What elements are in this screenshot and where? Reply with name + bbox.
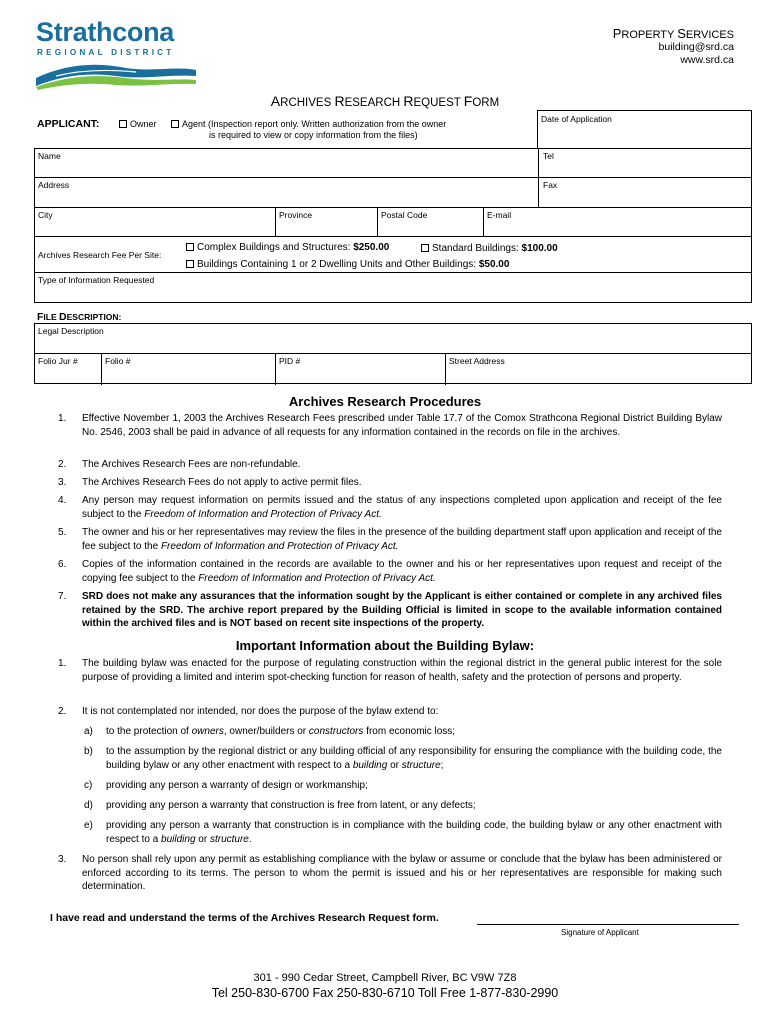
agent-note: is required to view or copy information from the files) — [209, 130, 418, 140]
fee-complex-checkbox[interactable] — [186, 243, 194, 251]
owner-label: Owner — [130, 119, 157, 129]
form-title: ARCHIVES RESEARCH REQUEST FORM — [270, 93, 500, 109]
applicant-label: APPLICANT: — [37, 118, 100, 130]
address-label: Address — [38, 180, 70, 190]
postal-code-field[interactable] — [378, 208, 430, 222]
folio-jur-field[interactable] — [35, 354, 81, 368]
info-type-label: Type of Information Requested — [38, 275, 155, 285]
address-field[interactable] — [35, 178, 72, 192]
pid-field[interactable] — [276, 354, 303, 368]
pid-label: PID # — [279, 356, 301, 366]
province-field[interactable] — [276, 208, 315, 222]
department-website: www.srd.ca — [680, 54, 734, 66]
file-description-heading: FILE DESCRIPTION: — [37, 311, 122, 323]
street-address-label: Street Address — [449, 356, 505, 366]
applicant-row — [37, 116, 537, 148]
agent-option[interactable] — [171, 119, 446, 129]
folio-field[interactable] — [102, 354, 134, 368]
folio-jur-label: Folio Jur # — [38, 356, 78, 366]
city-field[interactable] — [35, 208, 56, 222]
street-address-field[interactable] — [446, 354, 508, 368]
signature-label: Signature of Applicant — [561, 928, 639, 937]
email-field[interactable] — [484, 208, 514, 222]
logo-landscape-icon — [36, 60, 196, 90]
file-description-grid — [34, 323, 752, 384]
logo-subtitle: REGIONAL DISTRICT — [37, 48, 175, 57]
fee-dwelling-option[interactable]: Buildings Containing 1 or 2 Dwelling Units and Other Buildings: $50.00 — [183, 257, 512, 272]
tel-label: Tel — [543, 151, 554, 161]
owner-checkbox[interactable] — [119, 120, 127, 128]
date-of-application-field[interactable] — [537, 110, 752, 148]
fee-standard-option[interactable]: Standard Buildings: $100.00 — [418, 241, 561, 256]
folio-label: Folio # — [105, 356, 131, 366]
logo-name: Strathcona — [36, 17, 175, 47]
applicant-details-grid — [34, 148, 752, 303]
info-type-field[interactable] — [35, 273, 157, 287]
agent-label: Agent (Inspection report only. Written authorization from the owner — [182, 119, 447, 129]
date-label: Date of Application — [541, 114, 612, 124]
department-email: building@srd.ca — [658, 41, 734, 53]
signature-field[interactable] — [477, 924, 739, 925]
srd-logo — [36, 18, 198, 88]
footer-address: 301 - 990 Cedar Street, Campbell River, BC V9W 7Z8 — [253, 972, 517, 984]
tel-field[interactable] — [540, 149, 557, 163]
email-label: E-mail — [487, 210, 512, 220]
fee-standard-checkbox[interactable] — [421, 244, 429, 252]
fax-label: Fax — [543, 180, 558, 190]
fee-dwelling-checkbox[interactable] — [186, 260, 194, 268]
owner-option[interactable] — [119, 119, 157, 129]
header-contact — [613, 26, 734, 67]
procedures-title: Archives Research Procedures — [288, 394, 482, 409]
legal-description-field[interactable] — [35, 324, 107, 338]
legal-description-label: Legal Description — [38, 326, 104, 336]
footer-phones: Tel 250-830-6700 Fax 250-830-6710 Toll Free 1-877-830-2990 — [211, 986, 559, 1000]
postal-code-label: Postal Code — [381, 210, 428, 220]
agent-checkbox[interactable] — [171, 120, 179, 128]
city-label: City — [38, 210, 53, 220]
fax-field[interactable] — [540, 178, 560, 192]
bylaw-title: Important Information about the Building Bylaw: — [235, 638, 535, 653]
fee-complex-option[interactable]: Complex Buildings and Structures: $250.00 — [183, 240, 392, 255]
name-field[interactable] — [35, 149, 64, 163]
fee-label: Archives Research Fee Per Site: — [38, 250, 162, 260]
department-title: PROPERTY SERVICES — [612, 26, 734, 41]
signature-statement: I have read and understand the terms of the Archives Research Request form. — [50, 912, 439, 924]
province-label: Province — [279, 210, 313, 220]
name-label: Name — [38, 151, 61, 161]
